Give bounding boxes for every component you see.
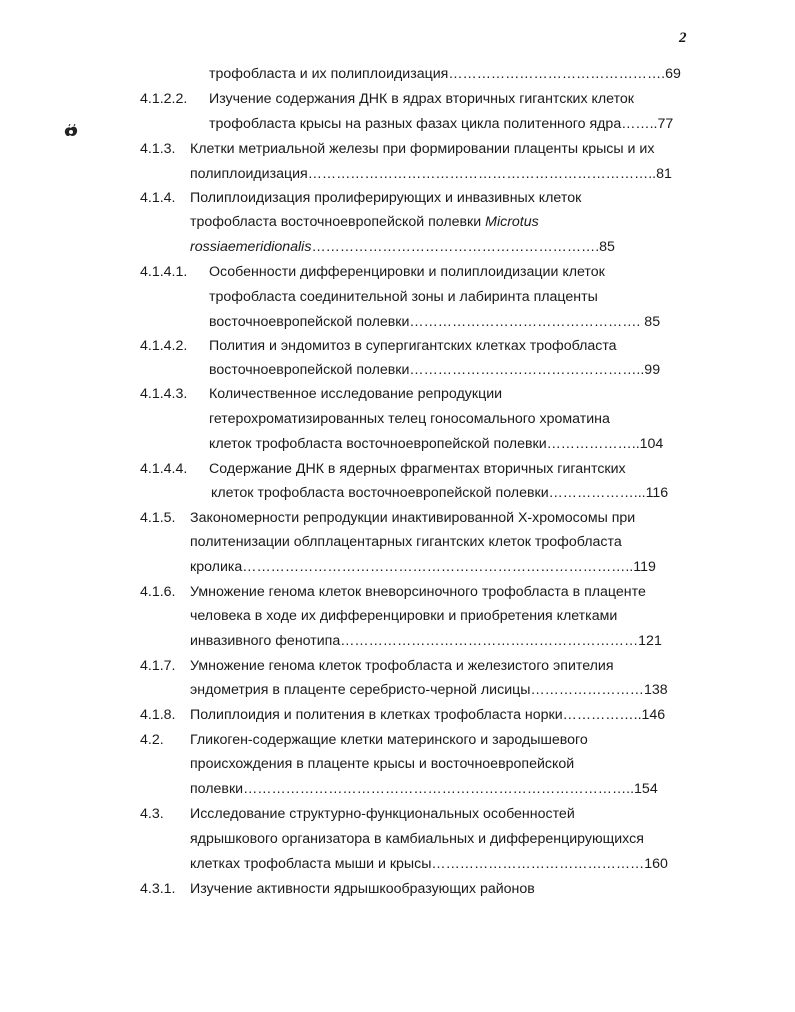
- toc-entry-number: 4.1.2.2.: [140, 91, 188, 107]
- toc-entry-number: 4.1.8.: [140, 707, 176, 723]
- toc-line: эндометрия в плаценте серебристо-черной лисицы……………………138: [190, 682, 668, 698]
- toc-line: Количественное исследование репродукции: [209, 386, 503, 402]
- toc-line: Полиплоидизация пролиферирующих и инвазивных клеток: [190, 190, 582, 206]
- toc-entry-number: 4.1.5.: [140, 510, 176, 526]
- toc-line: Гликоген-содержащие клетки материнского и зародышевого: [190, 732, 588, 748]
- toc-line: инвазивного фенотипа………………………………………………………121: [190, 633, 662, 649]
- toc-line: трофобласта и их полиплоидизация……………………………………….69: [209, 66, 681, 82]
- toc-entry-number: 4.1.4.3.: [140, 386, 188, 402]
- toc-line: Клетки метриальной железы при формировании плаценты крысы и их: [190, 141, 655, 157]
- toc-line: Особенности дифференцировки и полиплоидизации клеток: [209, 264, 605, 280]
- toc-line: политенизации облплацентарных гигантских клеток трофобласта: [190, 534, 622, 550]
- toc-line: Закономерности репродукции инактивированной Х-хромосомы при: [190, 510, 636, 526]
- toc-line: Умножение генома клеток трофобласта и железистого эпителия: [190, 658, 614, 674]
- toc-line: Содержание ДНК в ядерных фрагментах вторичных гигантских: [209, 461, 626, 477]
- toc-line: восточноевропейской полевки…………………………………………. 85: [209, 314, 661, 330]
- toc-line: трофобласта крысы на разных фазах цикла политенного ядра……..77: [209, 116, 674, 132]
- toc-line: Умножение генома клеток вневорсиночного трофобласта в плаценте: [190, 584, 646, 600]
- toc-line-text: трофобласта восточноевропейской полевки: [190, 214, 486, 230]
- toc-entry-number: 4.1.6.: [140, 584, 176, 600]
- toc-line: восточноевропейской полевки…………………………………………..99: [209, 362, 661, 378]
- toc-line: гетерохроматизированных телец гоносомального хроматина: [209, 411, 610, 427]
- toc-line: Полиплоидия и политения в клетках трофобласта норки……………..146: [190, 707, 666, 723]
- toc-line-text: …………………………………………………….85: [311, 239, 615, 255]
- toc-line-species: rossiaemeridionalis: [190, 239, 312, 255]
- toc-entry-number: 4.1.4.: [140, 190, 176, 206]
- toc-line: человека в ходе их дифференцировки и приобретения клетками: [190, 608, 618, 624]
- toc-entry-number: 4.2.: [140, 732, 164, 748]
- scan-artifact-icon: [63, 124, 79, 138]
- toc-line-species: Microtus: [485, 214, 539, 230]
- toc-line: полевки………………………………………………………………………..154: [190, 781, 658, 797]
- toc-line: кролика………………………………………………………………………..119: [190, 559, 656, 575]
- toc-entry-number: 4.1.3.: [140, 141, 176, 157]
- toc-entry-number: 4.3.1.: [140, 881, 176, 897]
- toc-line: трофобласта соединительной зоны и лабиринта плаценты: [209, 289, 598, 305]
- toc-line: Изучение содержания ДНК в ядрах вторичных гигантских клеток: [209, 91, 634, 107]
- toc-line: [190, 213, 539, 231]
- toc-line: Полития и эндомитоз в супергигантских клетках трофобласта: [209, 338, 617, 354]
- toc-entry-number: 4.1.4.4.: [140, 461, 188, 477]
- toc-line: ядрышкового организатора в камбиальных и дифференцирующихся: [190, 831, 644, 847]
- toc-entry-number: 4.1.7.: [140, 658, 176, 674]
- toc-entry-number: 4.1.4.1.: [140, 264, 188, 280]
- toc-line: Исследование структурно-функциональных особенностей: [190, 806, 575, 822]
- toc-line: клеток трофобласта восточноевропейской полевки………………..104: [209, 436, 664, 452]
- toc-line: происхождения в плаценте крысы и восточноевропейской: [190, 756, 575, 772]
- toc-line: [190, 238, 615, 256]
- toc-line: полиплоидизация………………………………………………………………..81: [190, 166, 672, 182]
- toc-line: Изучение активности ядрышкообразующих районов: [190, 881, 535, 897]
- toc-entry-number: 4.3.: [140, 806, 164, 822]
- page-number: 2: [679, 30, 687, 46]
- toc-entry-number: 4.1.4.2.: [140, 338, 188, 354]
- toc-line: клеток трофобласта восточноевропейской полевки………………...116: [211, 485, 669, 501]
- toc-line: клетках трофобласта мыши и крысы………………………………………160: [190, 856, 668, 872]
